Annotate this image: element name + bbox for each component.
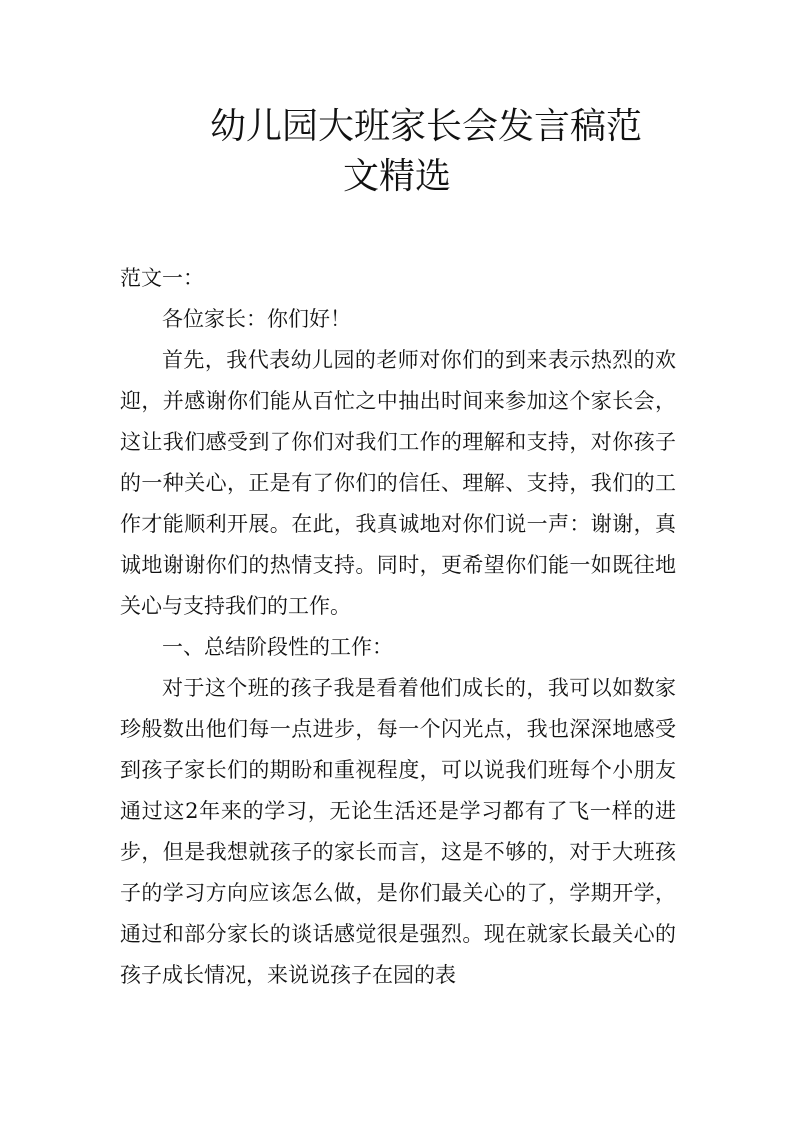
greeting: 各位家长：你们好！ [162,307,351,331]
section-label: 范文一： [120,266,204,290]
document-body [120,258,676,996]
paragraph-1: 首先，我代表幼儿园的老师对你们的到来表示热烈的欢迎，并感谢你们能从百忙之中抽出时间来参加这个家长会，这让我们感受到了你们对我们工作的理解和支持，对你孩子的一种关心，正是有了你们的信任、理解、支持，我们的工作才能顺利开展。在此，我真诚地对你们说一声：谢谢，真诚地谢谢你们的热情支持。同时，更希望你们能一如既往地关心与支持我们的工作。 [120,348,676,618]
heading-1: 一、总结阶段性的工作： [162,635,393,659]
document-title [0,102,794,202]
title-line-1: 幼儿园大班家长会发言稿范 [210,106,643,147]
paragraph-2: 对于这个班的孩子我是看着他们成长的，我可以如数家珍般数出他们每一点进步，每一个闪光点，我也深深地感受到孩子家长们的期盼和重视程度，可以说我们班每个小朋友通过这2年来的学习，无论生活还是学习都有了飞一样的进步，但是我想就孩子的家长而言，这是不够的，对于大班孩子的学习方向应该怎么做，是你们最关心的了，学期开学，通过和部分家长的谈话感觉很是强烈。现在就家长最关心的孩子成长情况，来说说孩子在园的表 [120,676,676,987]
title-line-2: 文精选 [343,156,452,197]
